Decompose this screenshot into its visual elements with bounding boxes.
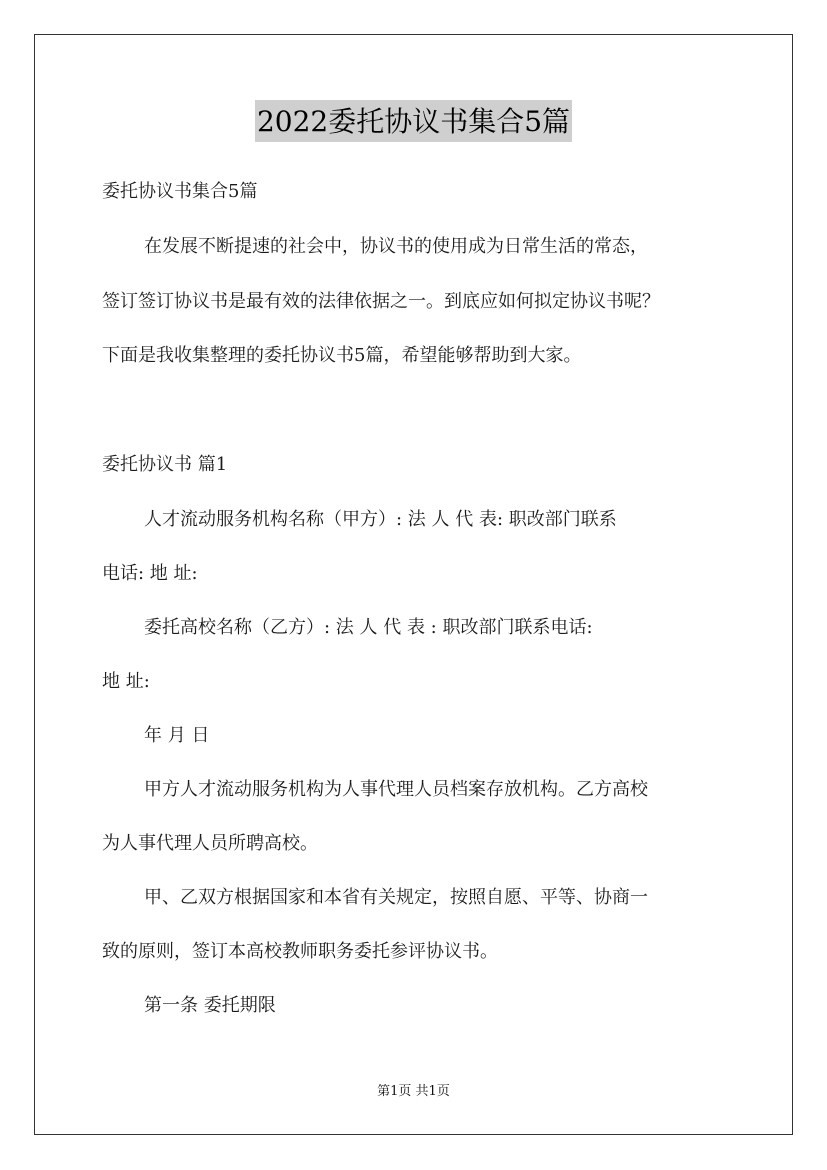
- page-footer: 第1页 共1页: [377, 1084, 450, 1099]
- paragraph-line: 电话: 地 址:: [102, 563, 198, 584]
- paragraph-line: 甲方人才流动服务机构为人事代理人员档案存放机构。乙方高校: [144, 779, 648, 800]
- paragraph-line: 甲、乙双方根据国家和本省有关规定，按照自愿、平等、协商一: [144, 887, 648, 908]
- paragraph-line: 签订签订协议书是最有效的法律依据之一。到底应如何拟定协议书呢？: [102, 291, 660, 312]
- paragraph-line: 地 址:: [102, 671, 150, 692]
- paragraph-line: 为人事代理人员所聘高校。: [102, 833, 318, 854]
- paragraph-line: 人才流动服务机构名称（甲方）: 法 人 代 表: 职改部门联系: [144, 509, 617, 530]
- paragraph-line: 委托高校名称（乙方）: 法 人 代 表 : 职改部门联系电话:: [144, 617, 593, 638]
- title-container: [0, 100, 827, 142]
- article-heading: 第一条 委托期限: [144, 995, 276, 1016]
- section-heading: 委托协议书 篇1: [102, 454, 228, 475]
- date-line: 年 月 日: [144, 725, 210, 746]
- doc-subtitle: 委托协议书集合5篇: [102, 181, 258, 202]
- paragraph-line: 致的原则，签订本高校教师职务委托参评协议书。: [102, 941, 498, 962]
- paragraph-line: 下面是我收集整理的委托协议书5篇，希望能够帮助到大家。: [102, 345, 582, 366]
- paragraph-line: 在发展不断提速的社会中，协议书的使用成为日常生活的常态，: [144, 236, 648, 257]
- document-title: 2022委托协议书集合5篇: [255, 100, 572, 142]
